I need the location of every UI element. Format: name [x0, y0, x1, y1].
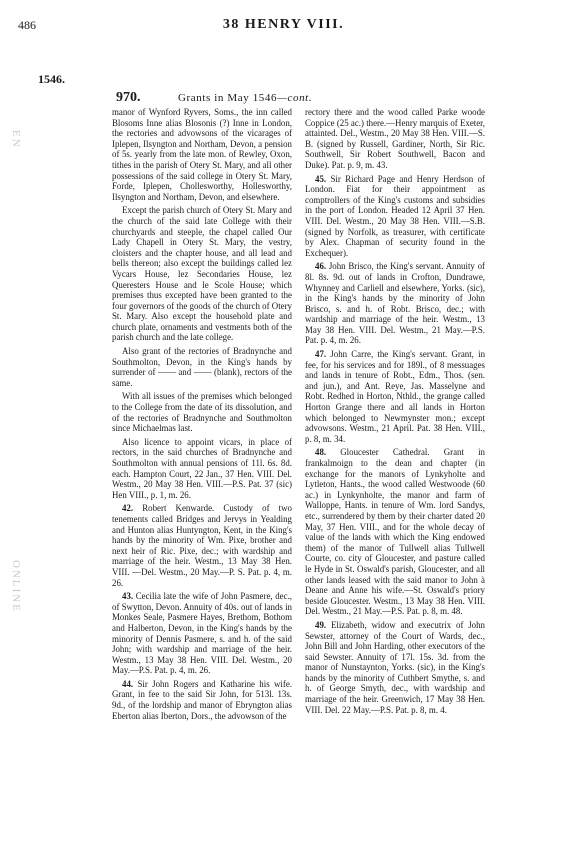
entry-number: 46. — [315, 261, 327, 272]
section-title-suffix: —cont. — [277, 92, 313, 104]
entry-text: John Brisco, the King's servant. Annuity of 8l. 8s. 9d. out of lands in Crofton, Dundrawe, Whynney and Carliell and elsewhere, Yorks. (sic), in the King's hands by the minority of John Brisco, s. and h. of Robt. Brisco, dec.; with wardship and marriage of the heir. Westm., 13 May 38 Hen. VIII. Del. Westm., 21 May.—P.S. Pat. p. 4, m. 26. — [305, 261, 485, 346]
entry-text: Gloucester Cathedral. Grant in frankalmoign to the dean and chapter (in exchange for the manors of Lynkyholte and Lytleton, Hants., the wood called Westwoode (60 ac.) in Lynkynholte, the manor and farm of Walloppe, Hants. in tenure of Wm. lord Sandys, etc., surrendered by them by their charter dated 20 May, 37 Hen. VIII., and for the whole decay of value of the lands with which the King endowed them) of the manor of Tullwell alias Tullwell Courte, co. city of Gloucester, and pasture called le Hyde in St. Oswald's parish, Gloucester, and all other lands leased with the said manor to John à Deane and Anne his wife.—St. Oswald's priory beside Gloucester. Westm., 13 May 38 Hen. VIII. Del. Westm., 21 May.—P.S. Pat. p. 8, m. 48. — [305, 447, 485, 617]
entry-number: 44. — [122, 678, 134, 689]
entry-44 — [112, 679, 292, 721]
entry-49 — [305, 620, 485, 715]
entry-number: 48. — [315, 447, 327, 458]
entry-paragraph: With all issues of the premises which belonged to the College from the date of its dissolution, and of the rectories of Bradnynche and Southmolton since Michaelmas last. — [112, 391, 292, 434]
entry-number: 47. — [315, 349, 327, 360]
section-title-text: Grants in May 1546 — [178, 92, 278, 104]
entry-number: 49. — [315, 619, 327, 630]
watermark-left-top: EN — [10, 130, 22, 149]
entry-text: Robert Kenwarde. Custody of two tenements called Bridges and Jervys in Yealding and Hunton alias Huntyngton, Kent, in the King's hands by the minority of Wm. Pixe, brother and next heir of Ric. Pixe, dec.; with wardship and marriage of the heir. Westm., 13 May 38 Hen. VIII. —Del. Westm., 20 May.—P. S. Pat. p. 4, m. 26. — [112, 503, 292, 588]
entry-paragraph: rectory there and the wood called Parke woode Coppice (25 ac.) there.—Henry marquis of Exeter, attainted. Del., Westm., 20 May 38 Hen. VIII.—S. B. (signed by Russell, Gardiner, North, Sir Ric. Southwell, Sir Robert Southwell, Bacon and Duke). Pat. p. 9, m. 43. — [305, 107, 485, 170]
section-number: 970. — [116, 90, 141, 105]
entry-text: Elizabeth, widow and executrix of John Sewster, attorney of the Court of Wards, dec., John Bill and John Harding, other executors of the said Sewster. Annuity of 17l. 15s. 3d. from the manor of Nunstaynton, Yorks. (sic), in the King's hands by the minority of Cuthbert Smythe, s. and h. of George Smyth, dec., with wardship and marriage of the heir. Greenwich, 17 May 38 Hen. VIII. Del. 22 May.—P.S. Pat. p. 8, m. 4. — [305, 619, 485, 715]
entry-text: John Carre, the King's servant. Grant, in fee, for his services and for 189l., of 8 messuages and lands in tenure of Robt., Edm., Thos. (sen. and jun.), and Ant. Reye, Jas. Masselyne and Robt. Redhed in Horton, Nthld., the grange called Horton Grange there and all lands in Horton which belonged to Newmynster mon.; except advowsons. Westm., 21 April. Pat. 38 Hen. VIII., p. 8, m. 34. — [305, 349, 486, 444]
page-number: 486 — [18, 18, 36, 32]
entry-text: Cecilia late the wife of John Pasmere, dec., of Swytton, Devon. Annuity of 40s. out of lands in Monkes Seale, Pasmere Hayes, Brethom, Bothom and Halberton, Devon, in the King's hands by the minority of Dennis Pasmere, s. and h. of the said John; with wardship and marriage of the heir. Westm., 13 May 38 Hen. VIII. Del. Westm., 20 May.—P.S. Pat. p. 4, m. 26. — [112, 591, 293, 676]
entry-46 — [305, 261, 485, 346]
right-column — [305, 107, 485, 718]
running-header — [0, 18, 567, 38]
entry-43 — [112, 591, 292, 676]
entry-45 — [305, 174, 485, 259]
entry-paragraph: Also licence to appoint vicars, in place of rectors, in the said churches of Bradnynche and Southmolton with annual pensions of 11l. 6s. 8d. each. Hampton Court, 22 Jan., 37 Hen. VIII. Del. Westm., 20 May 38 Hen. VIII.—P.S. Pat. 37 (sic) Hen VIII., p. 1, m. 26. — [112, 436, 292, 500]
entry-paragraph: manor of Wynford Ryvers, Soms., the inn called Blosoms Inne alias Blosonis (?) Inne in London, the rectories and advowsons of the vicarages of Iplepen, Ilsyngton and Northam, Devon, a pension of 5s. yearly from the late mon. of Rewley, Oxon, tithes in the parish of Otery St. Mary, and all other possessions of the said college in Otery St. Mary, Forde, Iplepen, Chollesworthy, Hollesworthy, Ilsyngton and Northam, Devon, and elsewhere. — [112, 107, 292, 202]
entry-47 — [305, 349, 485, 444]
entry-number: 43. — [122, 591, 134, 602]
entry-paragraph: Except the parish church of Otery St. Mary and the church of the said late College with their churchyards and steeple, the chapel called Our Lady Chapell in Otery St. Mary, the vestry, cloisters and the chapter house, and all lead and bells thereon; also except the buildings called lez Vycars House, lez Secondaries House, lez Queresters House and le Scole House; which premises thus excepted have been granted to the four governors of the goods of the church of Otery St. Mary. Also except the household plate and church plate, ornaments and vestments both of the parish church and the late college. — [112, 205, 292, 343]
entry-paragraph: Also grant of the rectories of Bradnynche and Southmolton, Devon, in the King's hands by surrender of —— and —— (blank), rectors of the same. — [112, 346, 292, 388]
entry-text: Sir Richard Page and Henry Herdson of London. Fiat for their appointment as comptrollers of the King's customs and subsidies in the port of London. Headed 12 April 37 Hen. VIII. Del. Westm., 20 May 38 Hen. VIII.—S.B. (signed by Norfolk, as treasurer, with certificate by Alex. Chapman of security found in the Exchequer). — [305, 173, 485, 258]
running-title: 38 HENRY VIII. — [222, 17, 345, 32]
section-title — [178, 92, 312, 104]
entry-42 — [112, 503, 292, 588]
entry-number: 45. — [315, 173, 327, 184]
entry-number: 42. — [122, 503, 134, 514]
year-marginal: 1546. — [38, 72, 65, 86]
watermark-left-bottom: ONLINE — [10, 560, 22, 613]
entry-text: Sir John Rogers and Katharine his wife. Grant, in fee to the said Sir John, for 513l. 13s. 9d., of the lordship and manor of Ebryngton alias Eberton alias Iberton, Dors., the advowson of the — [112, 678, 292, 721]
entry-48 — [305, 447, 485, 617]
left-column — [112, 107, 292, 724]
